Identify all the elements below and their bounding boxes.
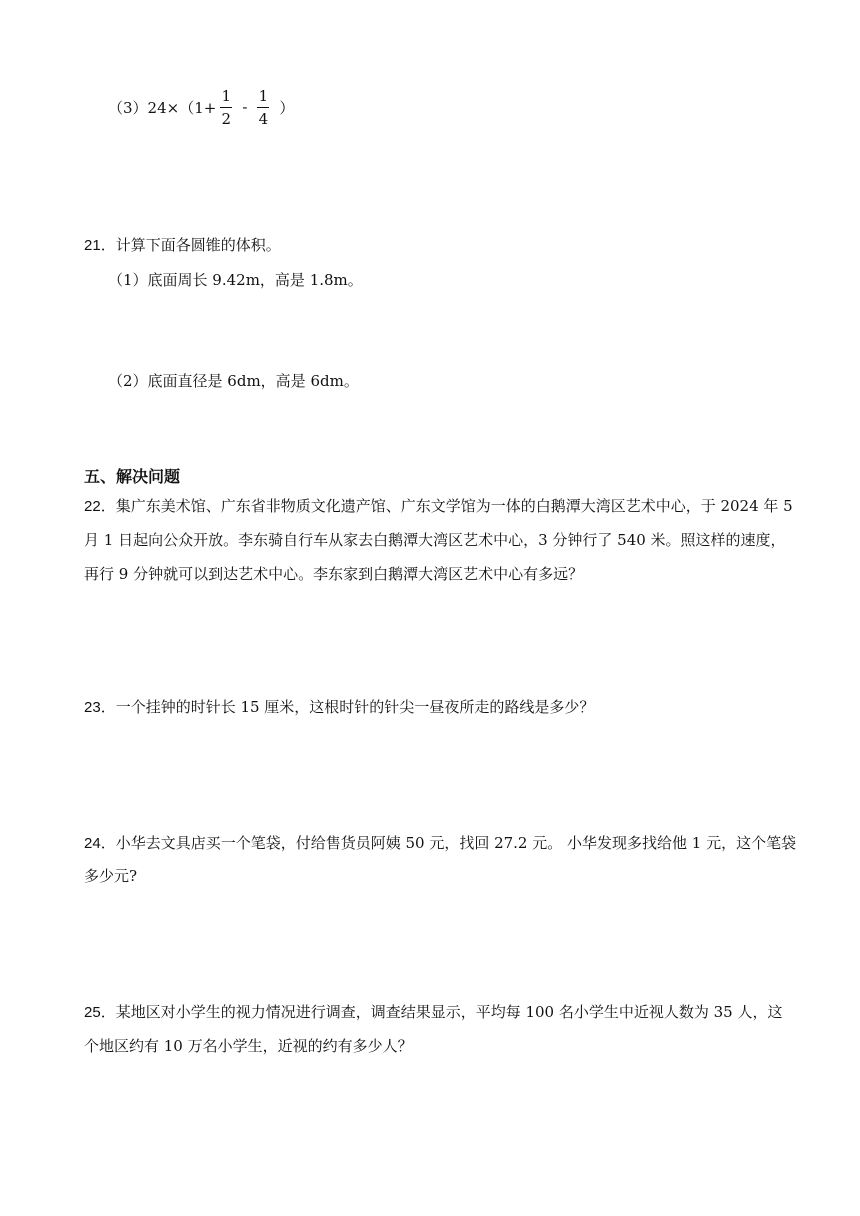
question-text: ．小华去文具店买一个笔袋，付给售货员阿姨 50 元，找回 27.2 元。 小华发现多找给他 1 元，这个笔袋: [100, 834, 797, 852]
question-text: ．计算下面各圆锥的体积。: [100, 236, 281, 254]
q22-line1: [84, 496, 793, 517]
fraction-one-half: [220, 87, 232, 128]
q22-line3: 再行 9 分钟就可以到达艺术中心。李东家到白鹅潭大湾区艺术中心有多远？: [84, 565, 584, 583]
q24-line1: [84, 833, 796, 854]
q21-part2: （2）底面直径是 6dm，高是 6dm。: [108, 372, 359, 390]
q21-title: [84, 235, 281, 256]
q21-part1: （1）底面周长 9.42m，高是 1.8m。: [108, 271, 363, 289]
q24-line2: 多少元?: [84, 867, 138, 885]
q25-line2: 个地区约有 10 万名小学生，近视的约有多少人？: [84, 1037, 413, 1055]
fraction-denominator: 2: [221, 109, 232, 128]
fraction-denominator: 4: [258, 109, 269, 128]
question-text: ．一个挂钟的时针长 15 厘米，这根时针的针尖一昼夜所走的路线是多少？: [100, 698, 595, 716]
q23-line1: [84, 697, 594, 718]
question-text: ．集广东美术馆、广东省非物质文化遗产馆、广东文学馆为一体的白鹅潭大湾区艺术中心，于 2024 年 5: [100, 497, 793, 515]
fraction-bar: [220, 107, 232, 108]
question-text: ．某地区对小学生的视力情况进行调查，调查结果显示，平均每 100 名小学生中近视人数为 35 人，这: [100, 1003, 783, 1021]
fraction-numerator: 1: [221, 86, 232, 105]
q22-line2: 月 1 日起向公众开放。李东骑自行车从家去白鹅潭大湾区艺术中心，3 分钟行了 540 米。照这样的速度，: [84, 531, 786, 549]
question-number: 23: [84, 699, 101, 716]
q20-part3-expression: [108, 84, 294, 130]
question-number: 22: [84, 498, 101, 515]
q20-part3-prefix: （3）24×（1+: [108, 98, 217, 117]
close-paren: ）: [279, 98, 295, 117]
minus-sign: -: [242, 98, 248, 116]
question-number: 25: [84, 1004, 101, 1021]
fraction-bar: [257, 107, 269, 108]
section-heading: 五、解决问题: [84, 467, 181, 486]
question-number: 21: [84, 237, 101, 254]
fraction-one-quarter: [257, 87, 269, 128]
question-number: 24: [84, 835, 101, 852]
fraction-numerator: 1: [258, 86, 269, 105]
q25-line1: [84, 1002, 782, 1023]
